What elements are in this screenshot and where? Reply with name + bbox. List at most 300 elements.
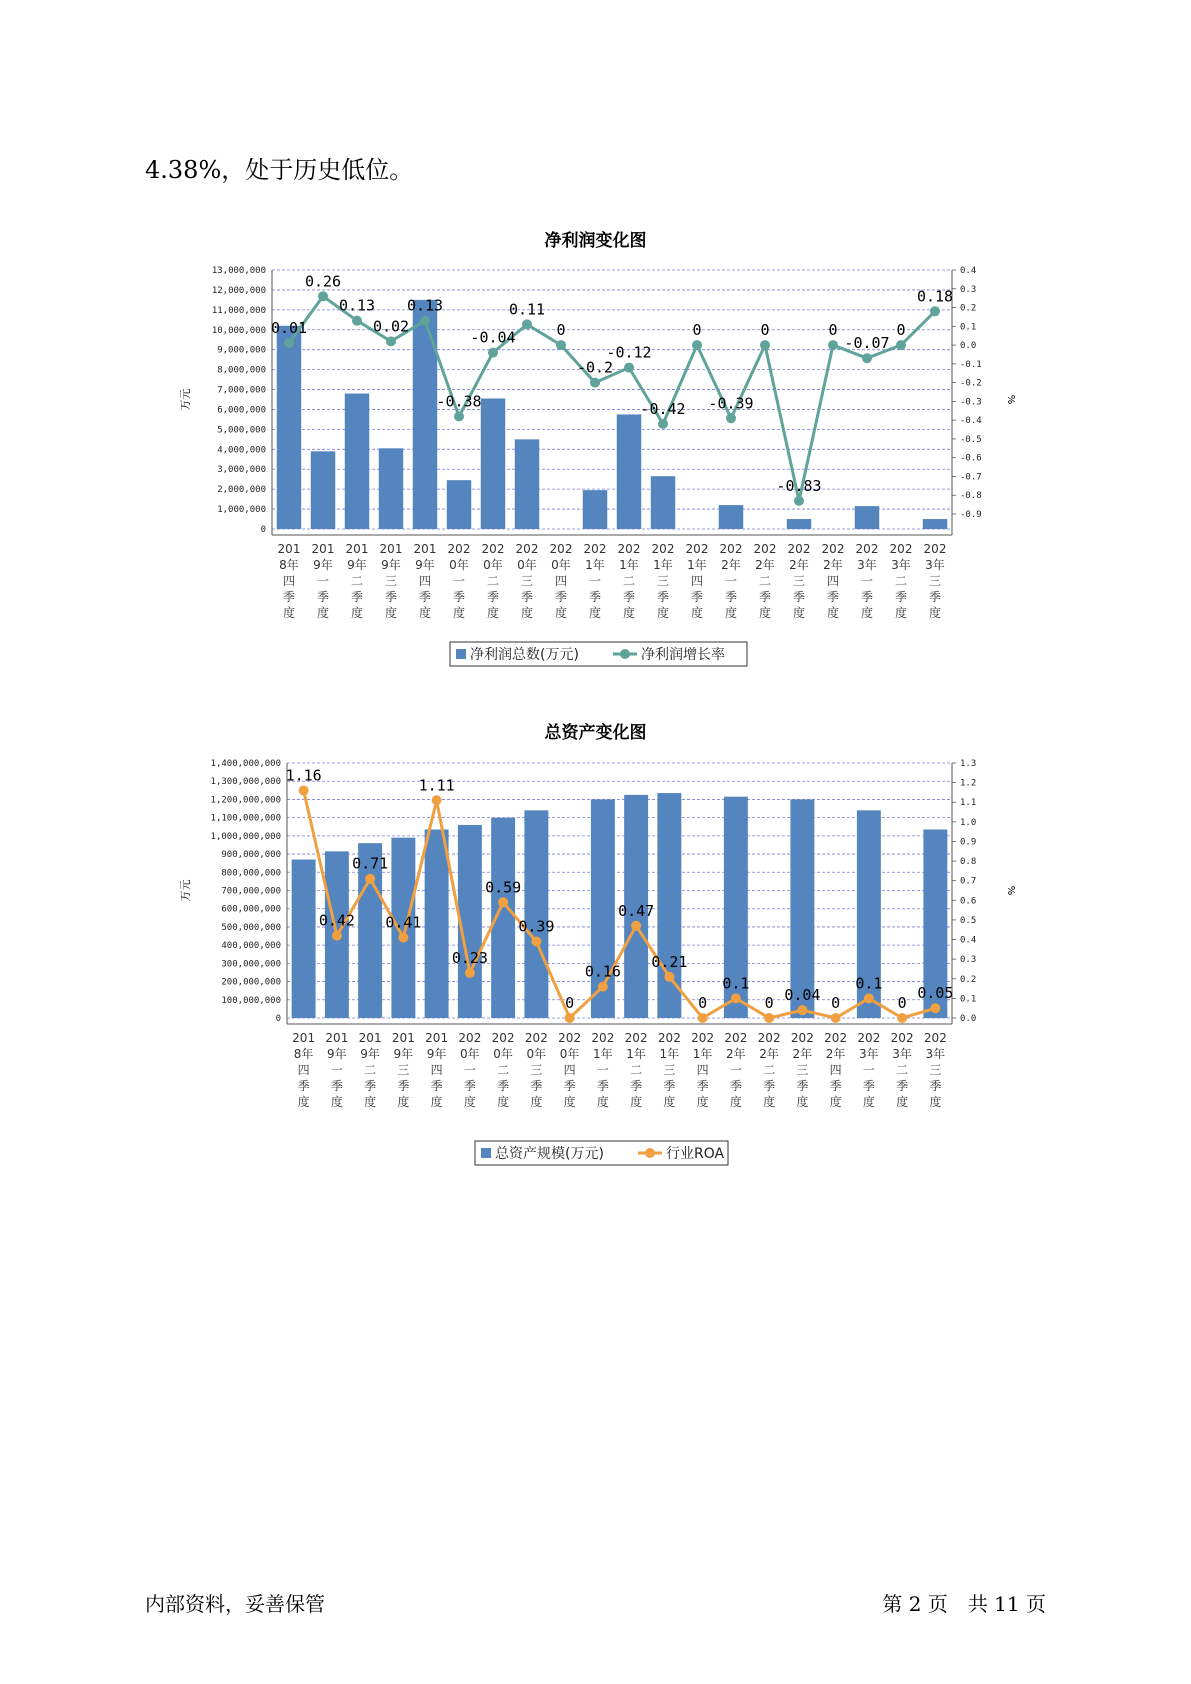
x-tick-label: 度 (563, 1095, 576, 1109)
x-tick-label: 四 (563, 1063, 576, 1077)
x-tick-label: 2年 (789, 558, 809, 572)
x-tick-label: 201 (325, 1031, 349, 1045)
x-tick-label: 202 (787, 542, 811, 556)
x-tick-label: 9年 (393, 1047, 414, 1061)
x-tick-label: 201 (391, 1031, 415, 1045)
x-tick-label: 202 (458, 1031, 482, 1045)
x-tick-label: 度 (397, 1095, 410, 1109)
x-tick-label: 季 (364, 1079, 377, 1093)
data-label: 0.01 (270, 319, 308, 338)
x-tick-label: 季 (418, 590, 432, 604)
y-tick-label: 12,000,000 (211, 285, 266, 296)
x-tick-label: 202 (515, 542, 539, 556)
line-point (284, 338, 294, 348)
x-tick-label: 度 (463, 1095, 476, 1109)
x-tick-label: 四 (554, 574, 568, 588)
y2-tick-label: -0.7 (960, 472, 982, 483)
y-tick-label: 8,000,000 (217, 365, 266, 376)
x-tick-label: 季 (350, 590, 364, 604)
bar (657, 793, 681, 1018)
x-tick-label: 度 (497, 1095, 510, 1109)
x-tick-label: 四 (297, 1063, 310, 1077)
x-tick-label: 3年 (925, 1047, 946, 1061)
x-tick-label: 度 (350, 606, 364, 620)
x-tick-label: 202 (685, 542, 709, 556)
data-label: -0.12 (606, 343, 652, 362)
x-tick-label: 季 (554, 590, 568, 604)
legend-bar-label: 总资产规模(万元) (495, 1146, 604, 1162)
y-tick-label: 1,100,000,000 (210, 813, 281, 824)
x-tick-label: 9年 (426, 1047, 447, 1061)
y-tick-label: 6,000,000 (217, 405, 266, 416)
line-point (864, 993, 874, 1003)
x-tick-label: 一 (724, 574, 738, 588)
x-tick-label: 度 (630, 1095, 643, 1109)
x-tick-label: 二 (894, 574, 908, 588)
x-tick-label: 季 (486, 590, 500, 604)
x-tick-label: 季 (330, 1079, 343, 1093)
x-tick-label: 一 (596, 1063, 609, 1077)
y2-tick-label: -0.4 (960, 416, 982, 427)
y2-tick-label: -0.9 (960, 509, 982, 520)
data-label: 0.47 (618, 901, 655, 920)
x-tick-label: 202 (624, 1031, 648, 1045)
line-point (794, 496, 804, 506)
x-tick-label: 202 (583, 542, 607, 556)
data-label: 0.39 (518, 917, 555, 936)
x-tick-label: 度 (829, 1095, 842, 1109)
y-tick-label: 200,000,000 (221, 977, 281, 988)
x-tick-label: 202 (491, 1031, 515, 1045)
x-tick-label: 1年 (585, 558, 605, 572)
x-tick-label: 度 (696, 1095, 709, 1109)
data-label: -0.38 (436, 392, 482, 411)
x-tick-label: 一 (330, 1063, 343, 1077)
bar (719, 505, 743, 529)
total-assets-chart (0, 745, 1191, 1195)
x-tick-label: 季 (894, 590, 908, 604)
x-tick-label: 季 (796, 1079, 809, 1093)
line-point (658, 419, 668, 429)
x-tick-label: 1年 (659, 1047, 680, 1061)
legend-bar-swatch (456, 649, 466, 659)
line-point (398, 933, 408, 943)
x-tick-label: 度 (690, 606, 704, 620)
x-tick-label: 季 (928, 590, 942, 604)
x-tick-label: 201 (277, 542, 301, 556)
data-label: 0 (698, 994, 708, 1012)
line-point (930, 1003, 940, 1013)
y2-tick-label: 0.4 (960, 935, 977, 946)
x-tick-label: 二 (896, 1063, 909, 1077)
y-tick-label: 5,000,000 (217, 425, 266, 436)
x-tick-label: 202 (889, 542, 913, 556)
x-tick-label: 201 (292, 1031, 316, 1045)
x-tick-label: 1年 (653, 558, 673, 572)
legend-line-label: 净利润增长率 (641, 647, 725, 663)
x-tick-label: 3年 (892, 1047, 912, 1061)
x-tick-label: 202 (447, 542, 471, 556)
line-point (318, 291, 328, 301)
line-point (386, 336, 396, 346)
x-tick-label: 9年 (347, 558, 367, 572)
x-tick-label: 202 (524, 1031, 548, 1045)
x-tick-label: 202 (481, 542, 505, 556)
data-label: 0.13 (406, 296, 444, 315)
data-label: 1.16 (285, 766, 322, 785)
x-tick-label: 0年 (449, 558, 469, 572)
x-tick-label: 0年 (526, 1047, 547, 1061)
data-label: 0 (760, 321, 770, 340)
y2-tick-label: 0.1 (960, 994, 977, 1005)
data-label: 0.11 (508, 300, 546, 319)
x-tick-label: 度 (588, 606, 602, 620)
x-tick-label: 3年 (857, 558, 877, 572)
y2-tick-label: 1.0 (960, 817, 977, 828)
chart-title-total-assets: 总资产变化图 (544, 723, 647, 743)
footer-confidential: 内部资料，妥善保管 (145, 1592, 325, 1616)
data-label: 0.04 (784, 986, 821, 1005)
bar (515, 439, 539, 529)
x-tick-label: 2年 (755, 558, 775, 572)
line-point (726, 413, 736, 423)
y2-tick-label: -0.6 (960, 453, 982, 464)
bar (292, 860, 316, 1018)
x-tick-label: 202 (719, 542, 743, 556)
x-tick-label: 202 (558, 1031, 582, 1045)
data-label: -0.42 (640, 399, 686, 418)
x-tick-label: 三 (520, 574, 534, 588)
data-label: 0.71 (352, 854, 389, 873)
x-tick-label: 一 (463, 1063, 476, 1077)
line-point (631, 921, 641, 931)
y2-tick-label: -0.1 (960, 359, 982, 370)
x-tick-label: 2年 (792, 1047, 813, 1061)
x-tick-label: 度 (364, 1095, 377, 1109)
x-tick-label: 三 (656, 574, 670, 588)
x-tick-label: 一 (862, 1063, 875, 1077)
line-point (731, 993, 741, 1003)
data-label: 0 (565, 994, 575, 1012)
y2-tick-label: -0.2 (960, 378, 982, 389)
x-tick-label: 度 (792, 606, 806, 620)
x-tick-label: 二 (622, 574, 636, 588)
y-tick-label: 7,000,000 (217, 385, 266, 396)
x-tick-label: 度 (862, 1095, 875, 1109)
x-tick-label: 201 (311, 542, 335, 556)
y-tick-label: 300,000,000 (221, 959, 281, 970)
x-tick-label: 一 (452, 574, 466, 588)
x-tick-label: 三 (792, 574, 806, 588)
x-tick-label: 度 (384, 606, 398, 620)
bar (481, 399, 505, 529)
x-tick-label: 季 (792, 590, 806, 604)
line-point (862, 353, 872, 363)
line-point (698, 1013, 708, 1023)
x-tick-label: 二 (630, 1063, 643, 1077)
line-point (498, 897, 508, 907)
bar (524, 810, 548, 1018)
y2-tick-label: 1.1 (960, 798, 977, 809)
y-tick-label: 2,000,000 (217, 485, 266, 496)
x-tick-label: 202 (923, 1031, 947, 1045)
x-tick-label: 季 (929, 1079, 942, 1093)
x-tick-label: 202 (821, 542, 845, 556)
data-label: 1.11 (418, 776, 455, 795)
x-tick-label: 季 (563, 1079, 576, 1093)
x-tick-label: 二 (758, 574, 772, 588)
data-label: 0.16 (584, 962, 621, 981)
line-point (332, 931, 342, 941)
x-tick-label: 季 (763, 1079, 776, 1093)
x-tick-label: 9年 (327, 1047, 347, 1061)
y2-tick-label: 0.7 (960, 876, 977, 887)
y2-tick-label: 1.2 (960, 778, 977, 789)
bar (617, 414, 641, 529)
y2-tick-label: 0.0 (960, 341, 977, 352)
x-tick-label: 202 (890, 1031, 914, 1045)
y2-tick-label: 0.6 (960, 896, 977, 907)
x-tick-label: 季 (430, 1079, 443, 1093)
x-tick-label: 8年 (293, 1047, 314, 1061)
legend-bar-label: 净利润总数(万元) (470, 647, 579, 663)
y2-tick-label: 0.3 (960, 284, 977, 295)
x-tick-label: 度 (796, 1095, 809, 1109)
x-tick-label: 2年 (825, 1047, 846, 1061)
x-tick-label: 度 (418, 606, 432, 620)
y2-tick-label: -0.5 (960, 434, 982, 445)
x-tick-label: 四 (690, 574, 704, 588)
x-tick-label: 202 (651, 542, 675, 556)
x-tick-label: 度 (520, 606, 534, 620)
x-tick-label: 202 (691, 1031, 715, 1045)
y-tick-label: 0 (260, 525, 266, 535)
x-tick-label: 度 (928, 606, 942, 620)
x-tick-label: 202 (790, 1031, 814, 1045)
x-tick-label: 9年 (415, 558, 435, 572)
data-label: 0 (896, 321, 906, 340)
data-label: 0.18 (916, 287, 954, 306)
line-point (432, 795, 442, 805)
y-tick-label: 1,300,000,000 (210, 777, 281, 788)
bar (425, 829, 449, 1018)
y2-tick-label: 1.3 (960, 759, 977, 769)
x-tick-label: 度 (297, 1095, 310, 1109)
x-tick-label: 季 (463, 1079, 476, 1093)
line-point (828, 340, 838, 350)
x-tick-label: 度 (724, 606, 738, 620)
data-label: 0.13 (338, 296, 376, 315)
bar (311, 451, 335, 529)
data-label: 0 (828, 321, 838, 340)
y-axis-title: 万元 (179, 388, 192, 411)
data-label: 0.1 (722, 974, 750, 993)
line-point (831, 1013, 841, 1023)
y2-tick-label: 0.0 (960, 1014, 977, 1024)
x-tick-label: 二 (364, 1063, 377, 1077)
legend-line-label: 行业ROA (666, 1146, 725, 1162)
net-profit-chart (0, 250, 1191, 700)
y2-tick-label: 0.5 (960, 915, 977, 926)
x-tick-label: 1年 (593, 1047, 613, 1061)
line-point (522, 319, 532, 329)
y2-tick-label: 0.1 (960, 322, 977, 333)
line-point (531, 937, 541, 947)
x-tick-label: 四 (696, 1063, 709, 1077)
x-tick-label: 度 (530, 1095, 543, 1109)
y2-axis-title: % (1005, 394, 1016, 405)
y2-tick-label: 0.2 (960, 303, 977, 314)
line-point (692, 340, 702, 350)
x-tick-label: 二 (486, 574, 500, 588)
data-label: 0.02 (372, 317, 410, 336)
x-tick-label: 度 (316, 606, 330, 620)
x-tick-label: 度 (826, 606, 840, 620)
x-tick-label: 季 (862, 1079, 875, 1093)
x-tick-label: 0年 (483, 558, 503, 572)
x-tick-label: 202 (657, 1031, 681, 1045)
x-tick-label: 度 (596, 1095, 609, 1109)
x-tick-label: 9年 (313, 558, 333, 572)
x-tick-label: 二 (497, 1063, 510, 1077)
line-point (930, 306, 940, 316)
x-tick-label: 三 (530, 1063, 543, 1077)
y-tick-label: 600,000,000 (221, 904, 281, 915)
x-tick-label: 二 (763, 1063, 776, 1077)
x-tick-label: 1年 (626, 1047, 646, 1061)
x-tick-label: 一 (860, 574, 874, 588)
x-tick-label: 度 (758, 606, 772, 620)
x-tick-label: 度 (729, 1095, 742, 1109)
line-point (454, 411, 464, 421)
x-tick-label: 三 (384, 574, 398, 588)
x-tick-label: 202 (857, 1031, 881, 1045)
bar (277, 326, 301, 529)
data-label: 0.26 (304, 272, 342, 291)
bar (923, 519, 947, 529)
x-tick-label: 二 (350, 574, 364, 588)
bar (651, 476, 675, 529)
data-label: -0.04 (470, 328, 516, 347)
x-tick-label: 202 (855, 542, 879, 556)
line-point (465, 968, 475, 978)
x-tick-label: 季 (297, 1079, 310, 1093)
x-tick-label: 四 (826, 574, 840, 588)
legend-line-marker (620, 649, 630, 659)
x-tick-label: 季 (860, 590, 874, 604)
data-label: 0.21 (651, 952, 688, 971)
line-point (797, 1005, 807, 1015)
x-tick-label: 季 (520, 590, 534, 604)
intro-text: 4.38%，处于历史低位。 (145, 156, 414, 184)
x-tick-label: 202 (753, 542, 777, 556)
legend-bar-swatch (481, 1148, 491, 1158)
x-tick-label: 2年 (721, 558, 741, 572)
data-label: 0.1 (855, 974, 883, 993)
data-label: 0 (764, 994, 774, 1012)
y-tick-label: 400,000,000 (221, 941, 281, 952)
x-tick-label: 季 (829, 1079, 842, 1093)
y-tick-label: 900,000,000 (221, 850, 281, 861)
x-tick-label: 202 (617, 542, 641, 556)
line-point (365, 874, 375, 884)
y-tick-label: 9,000,000 (217, 345, 266, 356)
x-tick-label: 202 (591, 1031, 615, 1045)
x-tick-label: 三 (663, 1063, 676, 1077)
y-tick-label: 1,000,000 (217, 505, 266, 516)
y-tick-label: 800,000,000 (221, 868, 281, 879)
x-tick-label: 季 (452, 590, 466, 604)
x-tick-label: 季 (724, 590, 738, 604)
data-label: -0.07 (844, 334, 890, 353)
bar (345, 394, 369, 529)
x-tick-label: 一 (588, 574, 602, 588)
y-tick-label: 0 (275, 1014, 281, 1024)
x-tick-label: 三 (796, 1063, 809, 1077)
y-tick-label: 11,000,000 (211, 305, 266, 316)
x-tick-label: 0年 (559, 1047, 580, 1061)
line-point (896, 340, 906, 350)
y2-tick-label: 0.3 (960, 955, 977, 966)
data-label: -0.2 (576, 358, 614, 377)
y-tick-label: 4,000,000 (217, 445, 266, 456)
chart-title-net-profit: 净利润变化图 (544, 231, 647, 251)
x-tick-label: 四 (282, 574, 296, 588)
x-tick-label: 201 (345, 542, 369, 556)
line-point (764, 1013, 774, 1023)
x-tick-label: 202 (549, 542, 573, 556)
x-tick-label: 度 (330, 1095, 343, 1109)
x-tick-label: 1年 (619, 558, 639, 572)
y-tick-label: 13,000,000 (211, 266, 266, 276)
x-tick-label: 3年 (891, 558, 911, 572)
x-tick-label: 季 (696, 1079, 709, 1093)
x-tick-label: 季 (384, 590, 398, 604)
x-tick-label: 四 (418, 574, 432, 588)
x-tick-label: 201 (379, 542, 403, 556)
x-tick-label: 季 (729, 1079, 742, 1093)
data-label: 0.23 (451, 948, 488, 967)
x-tick-label: 202 (724, 1031, 748, 1045)
data-label: -0.83 (776, 476, 822, 495)
data-label: 0.41 (385, 913, 422, 932)
y2-tick-label: 0.8 (960, 857, 977, 868)
x-tick-label: 度 (656, 606, 670, 620)
x-tick-label: 季 (596, 1079, 609, 1093)
x-tick-label: 四 (829, 1063, 842, 1077)
x-tick-label: 度 (452, 606, 466, 620)
x-tick-label: 季 (690, 590, 704, 604)
x-tick-label: 一 (316, 574, 330, 588)
x-tick-label: 度 (486, 606, 500, 620)
x-tick-label: 0年 (551, 558, 571, 572)
x-tick-label: 季 (588, 590, 602, 604)
x-tick-label: 度 (929, 1095, 942, 1109)
x-tick-label: 三 (397, 1063, 410, 1077)
x-tick-label: 3年 (925, 558, 945, 572)
y-tick-label: 1,000,000,000 (210, 831, 281, 842)
data-label: 0 (831, 994, 841, 1012)
y2-tick-label: 0.9 (960, 837, 977, 848)
y2-axis-title: % (1005, 885, 1016, 896)
x-tick-label: 一 (729, 1063, 742, 1077)
x-tick-label: 201 (358, 1031, 382, 1045)
x-tick-label: 季 (397, 1079, 410, 1093)
x-tick-label: 0年 (517, 558, 537, 572)
y-tick-label: 10,000,000 (211, 325, 266, 336)
y2-tick-label: 0.4 (960, 266, 977, 276)
x-tick-label: 0年 (493, 1047, 513, 1061)
